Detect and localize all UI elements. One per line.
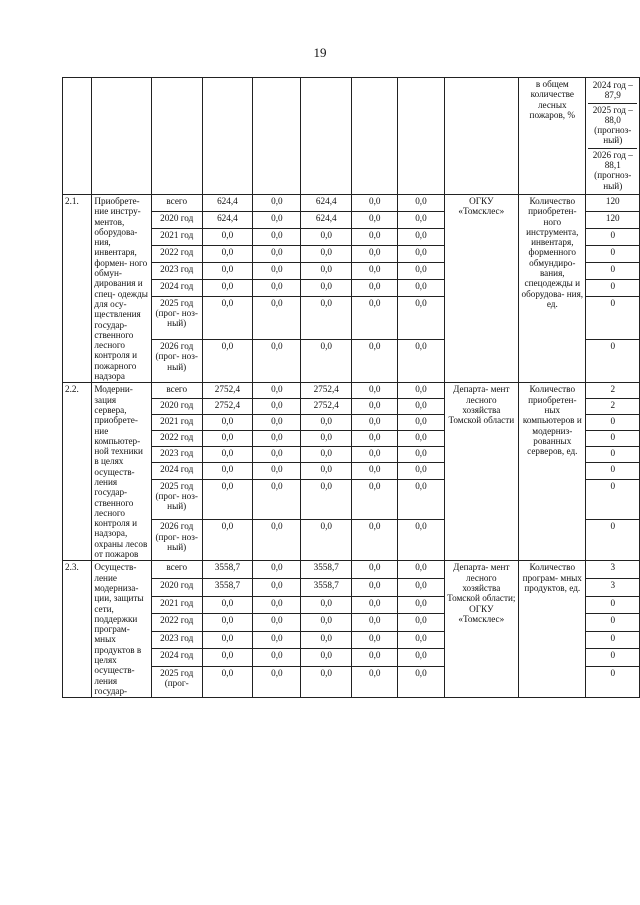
amount-federal: 0,0 — [253, 614, 301, 632]
amount-federal: 0,0 — [253, 415, 301, 431]
amount-other: 0,0 — [398, 296, 444, 339]
amount-local: 0,0 — [352, 463, 398, 479]
amount-federal: 0,0 — [253, 211, 301, 228]
amount-regional: 0,0 — [301, 479, 352, 520]
indicator-value: 0 — [586, 279, 640, 296]
indicator: Количество приобретен- ного инструмента, инвентаря, форменного обмундиро- вания, спецодежды и оборудова- ния, ед. — [519, 194, 586, 382]
amount-other: 0,0 — [398, 520, 444, 561]
amount-federal: 0,0 — [253, 631, 301, 649]
amount-federal: 0,0 — [253, 479, 301, 520]
table-row — [63, 383, 640, 399]
indicator-value: 2 — [586, 399, 640, 415]
indicator-value: 2 — [586, 383, 640, 399]
amount-total: 0,0 — [202, 447, 253, 463]
year-cell: 2021 год — [151, 415, 202, 431]
amount-federal: 0,0 — [253, 431, 301, 447]
amount-total: 0,0 — [202, 415, 253, 431]
amount-regional: 0,0 — [301, 447, 352, 463]
year-cell: 2022 год — [151, 431, 202, 447]
year-cell: 2021 год — [151, 596, 202, 614]
amount-local: 0,0 — [352, 520, 398, 561]
year-cell: всего — [151, 383, 202, 399]
amount-other: 0,0 — [398, 463, 444, 479]
amount-other: 0,0 — [398, 479, 444, 520]
amount-regional: 624,4 — [301, 194, 352, 211]
year-cell: 2022 год — [151, 245, 202, 262]
indicator-value: 0 — [586, 340, 640, 383]
year-cell: 2026 год (прог- ноз- ный) — [151, 340, 202, 383]
amount-other: 0,0 — [398, 194, 444, 211]
amount-other: 0,0 — [398, 596, 444, 614]
year-cell: 2024 год — [151, 279, 202, 296]
amount-federal: 0,0 — [253, 649, 301, 667]
amount-federal: 0,0 — [253, 596, 301, 614]
amount-regional: 624,4 — [301, 211, 352, 228]
amount-local: 0,0 — [352, 340, 398, 383]
top-value: 2024 год – 87,9 — [588, 79, 637, 104]
amount-regional: 0,0 — [301, 596, 352, 614]
year-cell: 2025 год (прог- ноз- ный) — [151, 479, 202, 520]
amount-regional: 0,0 — [301, 296, 352, 339]
item-name: Модерни- зация сервера, приобрете- ние компьютер- ной техники в целях осуществ- ления государ- ственного лесного контроля и надзора, охраны лесов от пожаров — [92, 383, 152, 561]
indicator-value: 0 — [586, 245, 640, 262]
item-name: Приобрете- ние инстру- ментов, оборудова- ния, инвентаря, формен- ного обмун- дирования и спец- одежды для осу- ществления государ- ственного лесного контроля и пожарного надзора — [92, 194, 152, 382]
amount-other: 0,0 — [398, 279, 444, 296]
amount-total: 2752,4 — [202, 383, 253, 399]
program-table — [62, 77, 640, 698]
year-cell: 2020 год — [151, 399, 202, 415]
amount-other: 0,0 — [398, 340, 444, 383]
amount-federal: 0,0 — [253, 262, 301, 279]
amount-regional: 0,0 — [301, 228, 352, 245]
amount-regional: 0,0 — [301, 279, 352, 296]
amount-federal: 0,0 — [253, 399, 301, 415]
amount-regional: 2752,4 — [301, 399, 352, 415]
amount-total: 0,0 — [202, 596, 253, 614]
indicator-value: 0 — [586, 520, 640, 561]
indicator-value: 0 — [586, 463, 640, 479]
amount-total: 3558,7 — [202, 561, 253, 579]
year-cell: 2023 год — [151, 447, 202, 463]
year-cell: 2023 год — [151, 262, 202, 279]
item-number: 2.2. — [63, 383, 92, 561]
amount-federal: 0,0 — [253, 194, 301, 211]
amount-regional: 0,0 — [301, 245, 352, 262]
top-value: 2026 год – 88,1 (прогноз- ный) — [592, 149, 633, 191]
table-row — [63, 194, 640, 211]
amount-federal: 0,0 — [253, 447, 301, 463]
amount-other: 0,0 — [398, 211, 444, 228]
indicator: Количество приобретен- ных компьютеров и модерниз- рованных серверов, ед. — [519, 383, 586, 561]
executor: Департа- мент лесного хозяйства Томской области; ОГКУ «Томсклес» — [444, 561, 519, 698]
amount-total: 624,4 — [202, 194, 253, 211]
amount-other: 0,0 — [398, 578, 444, 596]
indicator-value: 0 — [586, 447, 640, 463]
amount-local: 0,0 — [352, 561, 398, 579]
amount-regional: 0,0 — [301, 463, 352, 479]
amount-regional: 0,0 — [301, 340, 352, 383]
amount-federal: 0,0 — [253, 463, 301, 479]
amount-federal: 0,0 — [253, 245, 301, 262]
amount-regional: 0,0 — [301, 431, 352, 447]
executor: ОГКУ «Томсклес» — [444, 194, 519, 382]
top-row — [63, 78, 640, 195]
amount-regional: 0,0 — [301, 520, 352, 561]
amount-local: 0,0 — [352, 614, 398, 632]
year-cell: 2023 год — [151, 631, 202, 649]
item-name: Осуществ- ление модерниза- ции, защиты сети, поддержки програм- мных продуктов в целях осуществ- ления государ- — [92, 561, 152, 698]
amount-local: 0,0 — [352, 479, 398, 520]
amount-other: 0,0 — [398, 631, 444, 649]
amount-federal: 0,0 — [253, 279, 301, 296]
amount-local: 0,0 — [352, 431, 398, 447]
amount-other: 0,0 — [398, 447, 444, 463]
amount-total: 0,0 — [202, 340, 253, 383]
amount-other: 0,0 — [398, 245, 444, 262]
indicator-value: 3 — [586, 578, 640, 596]
amount-local: 0,0 — [352, 666, 398, 697]
indicator-value: 0 — [586, 228, 640, 245]
amount-total: 0,0 — [202, 631, 253, 649]
indicator-value: 0 — [586, 631, 640, 649]
year-cell: 2025 год (прог- ноз- ный) — [151, 296, 202, 339]
year-cell: 2020 год — [151, 578, 202, 596]
amount-total: 0,0 — [202, 296, 253, 339]
amount-local: 0,0 — [352, 596, 398, 614]
indicator-value: 0 — [586, 649, 640, 667]
amount-federal: 0,0 — [253, 561, 301, 579]
amount-other: 0,0 — [398, 649, 444, 667]
amount-local: 0,0 — [352, 296, 398, 339]
amount-total: 0,0 — [202, 245, 253, 262]
amount-total: 0,0 — [202, 666, 253, 697]
year-cell: 2021 год — [151, 228, 202, 245]
amount-local: 0,0 — [352, 194, 398, 211]
amount-total: 0,0 — [202, 262, 253, 279]
year-cell: 2022 год — [151, 614, 202, 632]
amount-regional: 0,0 — [301, 614, 352, 632]
executor: Департа- мент лесного хозяйства Томской области — [444, 383, 519, 561]
amount-other: 0,0 — [398, 262, 444, 279]
amount-other: 0,0 — [398, 561, 444, 579]
year-cell: всего — [151, 561, 202, 579]
indicator-value: 0 — [586, 614, 640, 632]
indicator-value: 120 — [586, 194, 640, 211]
amount-regional: 2752,4 — [301, 383, 352, 399]
amount-federal: 0,0 — [253, 340, 301, 383]
amount-federal: 0,0 — [253, 296, 301, 339]
amount-total: 0,0 — [202, 614, 253, 632]
amount-other: 0,0 — [398, 399, 444, 415]
amount-total: 0,0 — [202, 463, 253, 479]
amount-local: 0,0 — [352, 279, 398, 296]
item-number: 2.1. — [63, 194, 92, 382]
amount-federal: 0,0 — [253, 383, 301, 399]
indicator-value: 0 — [586, 262, 640, 279]
amount-local: 0,0 — [352, 383, 398, 399]
amount-regional: 0,0 — [301, 262, 352, 279]
year-cell: 2026 год (прог- ноз- ный) — [151, 520, 202, 561]
indicator-value: 0 — [586, 296, 640, 339]
indicator-value: 0 — [586, 431, 640, 447]
amount-total: 0,0 — [202, 431, 253, 447]
top-values — [586, 78, 640, 195]
amount-local: 0,0 — [352, 631, 398, 649]
page-number: 19 — [313, 45, 327, 60]
amount-local: 0,0 — [352, 262, 398, 279]
top-indicator: в общем количестве лесных пожаров, % — [519, 78, 586, 195]
amount-total: 0,0 — [202, 520, 253, 561]
amount-total: 624,4 — [202, 211, 253, 228]
amount-federal: 0,0 — [253, 228, 301, 245]
year-cell: 2024 год — [151, 463, 202, 479]
amount-local: 0,0 — [352, 578, 398, 596]
amount-regional: 3558,7 — [301, 561, 352, 579]
year-cell: 2024 год — [151, 649, 202, 667]
indicator-value: 0 — [586, 479, 640, 520]
amount-local: 0,0 — [352, 211, 398, 228]
amount-other: 0,0 — [398, 666, 444, 697]
amount-regional: 3558,7 — [301, 578, 352, 596]
amount-total: 2752,4 — [202, 399, 253, 415]
amount-other: 0,0 — [398, 228, 444, 245]
indicator-value: 120 — [586, 211, 640, 228]
table-row — [63, 561, 640, 579]
amount-local: 0,0 — [352, 447, 398, 463]
amount-local: 0,0 — [352, 399, 398, 415]
indicator-value: 0 — [586, 596, 640, 614]
amount-other: 0,0 — [398, 614, 444, 632]
amount-local: 0,0 — [352, 649, 398, 667]
amount-federal: 0,0 — [253, 520, 301, 561]
year-cell: всего — [151, 194, 202, 211]
amount-regional: 0,0 — [301, 631, 352, 649]
item-number: 2.3. — [63, 561, 92, 698]
amount-other: 0,0 — [398, 431, 444, 447]
amount-total: 0,0 — [202, 279, 253, 296]
amount-regional: 0,0 — [301, 415, 352, 431]
amount-federal: 0,0 — [253, 666, 301, 697]
year-cell: 2020 год — [151, 211, 202, 228]
amount-local: 0,0 — [352, 415, 398, 431]
year-cell: 2025 год (прог- — [151, 666, 202, 697]
indicator-value: 0 — [586, 666, 640, 697]
indicator-value: 3 — [586, 561, 640, 579]
amount-other: 0,0 — [398, 383, 444, 399]
amount-regional: 0,0 — [301, 666, 352, 697]
amount-other: 0,0 — [398, 415, 444, 431]
amount-regional: 0,0 — [301, 649, 352, 667]
amount-total: 3558,7 — [202, 578, 253, 596]
top-value: 2025 год – 88,0 (прогноз- ный) — [588, 104, 637, 149]
amount-total: 0,0 — [202, 479, 253, 520]
indicator: Количество програм- мных продуктов, ед. — [519, 561, 586, 698]
amount-federal: 0,0 — [253, 578, 301, 596]
amount-local: 0,0 — [352, 228, 398, 245]
amount-local: 0,0 — [352, 245, 398, 262]
amount-total: 0,0 — [202, 649, 253, 667]
indicator-value: 0 — [586, 415, 640, 431]
amount-total: 0,0 — [202, 228, 253, 245]
